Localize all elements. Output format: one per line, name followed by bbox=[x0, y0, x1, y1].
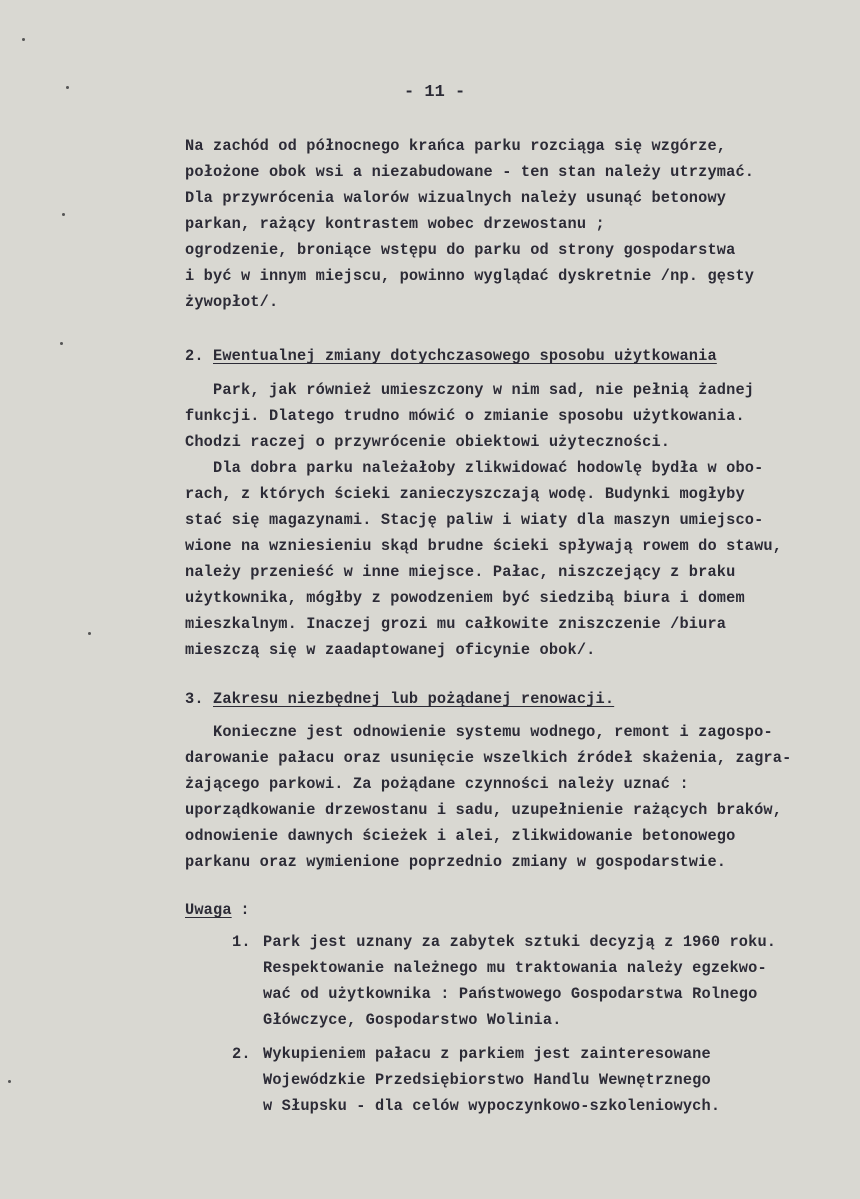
section-number: 3. bbox=[185, 690, 204, 708]
text-line: rach, z których ścieki zanieczyszczają wodę. Budynki mogłyby bbox=[185, 485, 745, 503]
note-label-colon: : bbox=[231, 901, 250, 919]
text-line: żającego parkowi. Za pożądane czynności należy uznać : bbox=[185, 775, 689, 793]
text-line: uporządkowanie drzewostanu i sadu, uzupełnienie rażących braków, bbox=[185, 801, 783, 819]
text-line: wione na wzniesieniu skąd brudne ścieki spływają rowem do stawu, bbox=[185, 537, 783, 555]
text-line: darowanie pałacu oraz usunięcie wszelkich źródeł skażenia, zagra- bbox=[185, 749, 792, 767]
text-line: należy przenieść w inne miejsce. Pałac, niszczejący z braku bbox=[185, 563, 736, 581]
text-line: ogrodzenie, broniące wstępu do parku od strony gospodarstwa bbox=[185, 241, 736, 259]
text-line: Park, jak również umieszczony w nim sad, nie pełnią żadnej bbox=[213, 381, 755, 399]
text-line: Na zachód od północnego krańca parku rozciąga się wzgórze, bbox=[185, 137, 727, 155]
note-item-number: 1. bbox=[232, 933, 251, 951]
text-line: Wojewódzkie Przedsiębiorstwo Handlu Wewnętrznego bbox=[263, 1071, 711, 1089]
text-line: wać od użytkownika : Państwowego Gospodarstwa Rolnego bbox=[263, 985, 758, 1003]
text-line: żywopłot/. bbox=[185, 293, 279, 311]
note-item-number: 2. bbox=[232, 1045, 251, 1063]
scan-speck bbox=[88, 632, 91, 635]
text-line: Konieczne jest odnowienie systemu wodnego, remont i zagospo- bbox=[213, 723, 773, 741]
text-line: Respektowanie należnego mu traktowania należy egzekwo- bbox=[263, 959, 767, 977]
scan-speck bbox=[66, 86, 69, 89]
section-heading: Ewentualnej zmiany dotychczasowego sposobu użytkowania bbox=[213, 347, 717, 365]
text-line: Park jest uznany za zabytek sztuki decyzją z 1960 roku. bbox=[263, 933, 777, 951]
scan-speck bbox=[22, 38, 25, 41]
text-line: mieszkalnym. Inaczej grozi mu całkowite zniszczenie /biura bbox=[185, 615, 727, 633]
text-line: Chodzi raczej o przywrócenie obiektowi użyteczności. bbox=[185, 433, 671, 451]
note-label: Uwaga bbox=[185, 901, 232, 919]
text-line: w Słupsku - dla celów wypoczynkowo-szkoleniowych. bbox=[263, 1097, 721, 1115]
text-line: Dla przywrócenia walorów wizualnych należy usunąć betonowy bbox=[185, 189, 727, 207]
scan-speck bbox=[60, 342, 63, 345]
text-line: Główczyce, Gospodarstwo Wolinia. bbox=[263, 1011, 562, 1029]
text-line: i być w innym miejscu, powinno wyglądać dyskretnie /np. gęsty bbox=[185, 267, 755, 285]
text-line: parkan, rażący kontrastem wobec drzewostanu ; bbox=[185, 215, 605, 233]
scan-speck bbox=[62, 213, 65, 216]
scan-speck bbox=[8, 1080, 11, 1083]
text-line: mieszczą się w zaadaptowanej oficynie obok/. bbox=[185, 641, 596, 659]
section-number: 2. bbox=[185, 347, 204, 365]
text-line: stać się magazynami. Stację paliw i wiaty dla maszyn umiejsco- bbox=[185, 511, 764, 529]
text-line: odnowienie dawnych ścieżek i alei, zlikwidowanie betonowego bbox=[185, 827, 736, 845]
page-number: - 11 - bbox=[404, 83, 466, 102]
text-line: położone obok wsi a niezabudowane - ten stan należy utrzymać. bbox=[185, 163, 755, 181]
section-heading: Zakresu niezbędnej lub pożądanej renowacji. bbox=[213, 690, 615, 708]
text-line: parkanu oraz wymienione poprzednio zmiany w gospodarstwie. bbox=[185, 853, 727, 871]
text-line: użytkownika, mógłby z powodzeniem być siedzibą biura i domem bbox=[185, 589, 745, 607]
text-line: Wykupieniem pałacu z parkiem jest zainteresowane bbox=[263, 1045, 711, 1063]
text-line: Dla dobra parku należałoby zlikwidować hodowlę bydła w obo- bbox=[213, 459, 764, 477]
text-line: funkcji. Dlatego trudno mówić o zmianie sposobu użytkowania. bbox=[185, 407, 745, 425]
